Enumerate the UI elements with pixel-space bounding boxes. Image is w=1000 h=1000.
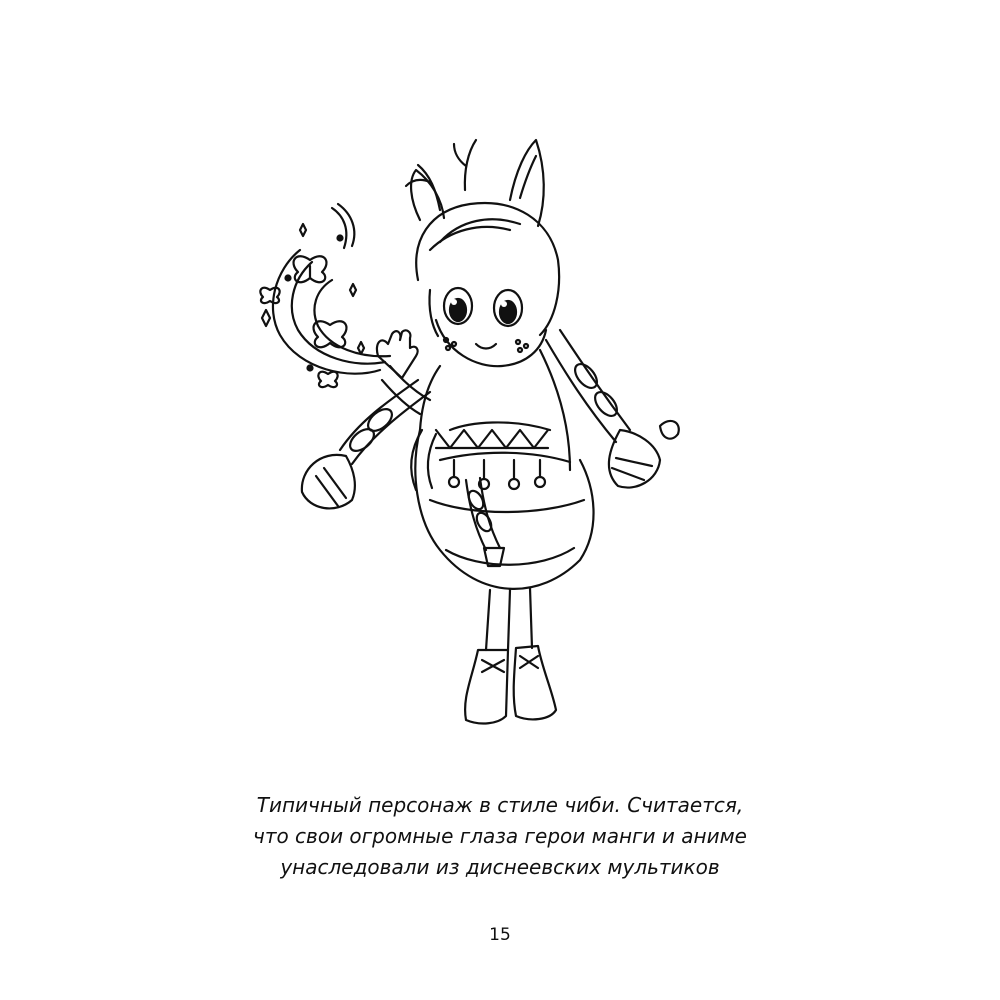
braid-right bbox=[546, 330, 679, 488]
sash-pattern bbox=[436, 430, 548, 489]
mouth bbox=[476, 344, 496, 349]
caption-line: унаследовали из диснеевских мультиков bbox=[280, 855, 720, 879]
page-number: 15 bbox=[489, 925, 511, 945]
butterfly-icon bbox=[260, 288, 279, 303]
caption-line: что свои огромные глаза герои манги и аниме bbox=[253, 824, 747, 848]
belt-braid bbox=[466, 478, 504, 566]
antlers bbox=[406, 140, 476, 210]
legs bbox=[486, 588, 532, 650]
illustration-caption bbox=[150, 790, 850, 883]
boot-right bbox=[514, 646, 556, 719]
braid-left bbox=[302, 380, 430, 508]
caption-line: Типичный персонаж в стиле чиби. Считается, bbox=[256, 793, 744, 817]
butterfly-icon bbox=[318, 372, 337, 387]
head bbox=[416, 203, 559, 366]
eye-right bbox=[494, 290, 522, 326]
boot-left bbox=[465, 650, 508, 723]
chibi-character-illustration bbox=[240, 130, 760, 740]
arm-raised bbox=[377, 330, 430, 414]
body bbox=[415, 350, 593, 589]
eye-left bbox=[444, 288, 472, 324]
magic-swirl bbox=[273, 204, 390, 374]
